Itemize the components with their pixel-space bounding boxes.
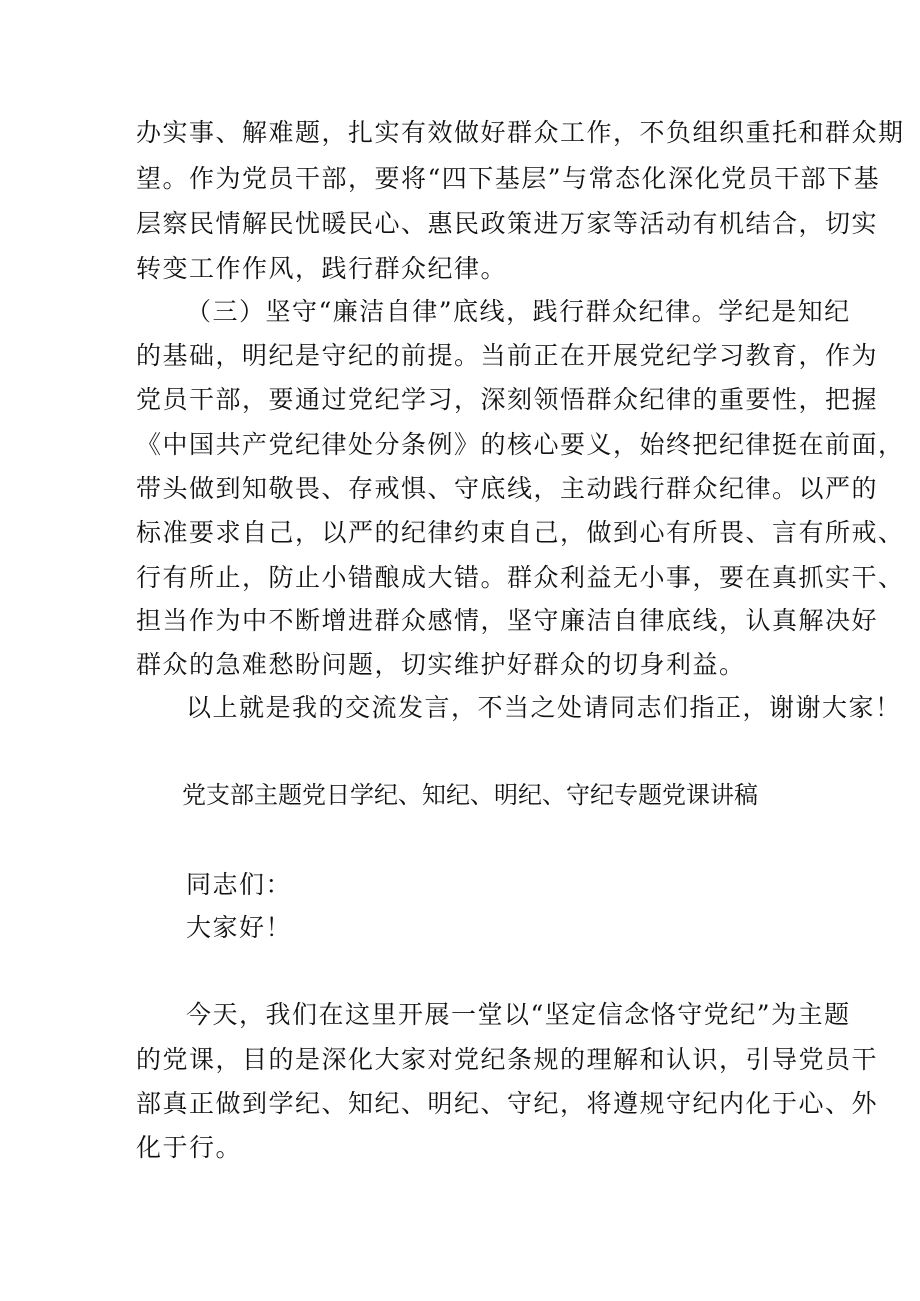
paragraph-1-line: 层察民情解民忧暖民心、惠民政策进万家等活动有机结合，切实 [136, 209, 879, 238]
paragraph-2-line: 的基础，明纪是守纪的前提。当前正在开展党纪学习教育，作为 [136, 341, 879, 370]
paragraph-3-line: 部真正做到学纪、知纪、明纪、守纪，将遵规守纪内化于心、外 [136, 1089, 879, 1118]
paragraph-2-line: 标准要求自己，以严的纪律约束自己，做到心有所畏、言有所戒、 [136, 518, 905, 547]
paragraph-2-line: 带头做到知敬畏、存戒惧、守底线，主动践行群众纪律。以严的 [136, 474, 879, 503]
paragraph-3-line: 的党课，目的是深化大家对党纪条规的理解和认识，引导党员干 [136, 1045, 879, 1074]
paragraph-3-line: 化于行。 [136, 1133, 243, 1162]
closing-line: 以上就是我的交流发言，不当之处请同志们指正，谢谢大家！ [186, 693, 902, 722]
paragraph-3-line: 今天，我们在这里开展一堂以“坚定信念恪守党纪”为主题 [186, 1000, 851, 1029]
paragraph-2-line: 担当作为中不断增进群众感情，坚守廉洁自律底线，认真解决好 [136, 606, 879, 635]
paragraph-2-line: （三）坚守“廉洁自律”底线，践行群众纪律。学纪是知纪 [186, 297, 851, 326]
paragraph-1-line: 望。作为党员干部，要将“四下基层”与常态化深化党员干部下基 [136, 164, 881, 193]
paragraph-1-line: 转变工作作风，践行群众纪律。 [136, 254, 508, 283]
salutation: 同志们： [186, 870, 293, 899]
greeting: 大家好！ [186, 913, 293, 942]
paragraph-1-line: 办实事、解难题，扎实有效做好群众工作，不负组织重托和群众期 [136, 118, 905, 147]
paragraph-2-line: 《中国共产党纪律处分条例》的核心要义，始终把纪律挺在前面， [136, 430, 905, 459]
section-title: 党支部主题党日学纪、知纪、明纪、守纪专题党课讲稿 [182, 781, 758, 809]
paragraph-2-line: 行有所止，防止小错酿成大错。群众利益无小事，要在真抓实干、 [136, 563, 905, 592]
paragraph-2-line: 党员干部，要通过党纪学习，深刻领悟群众纪律的重要性，把握 [136, 385, 879, 414]
paragraph-2-line: 群众的急难愁盼问题，切实维护好群众的切身利益。 [136, 650, 746, 679]
